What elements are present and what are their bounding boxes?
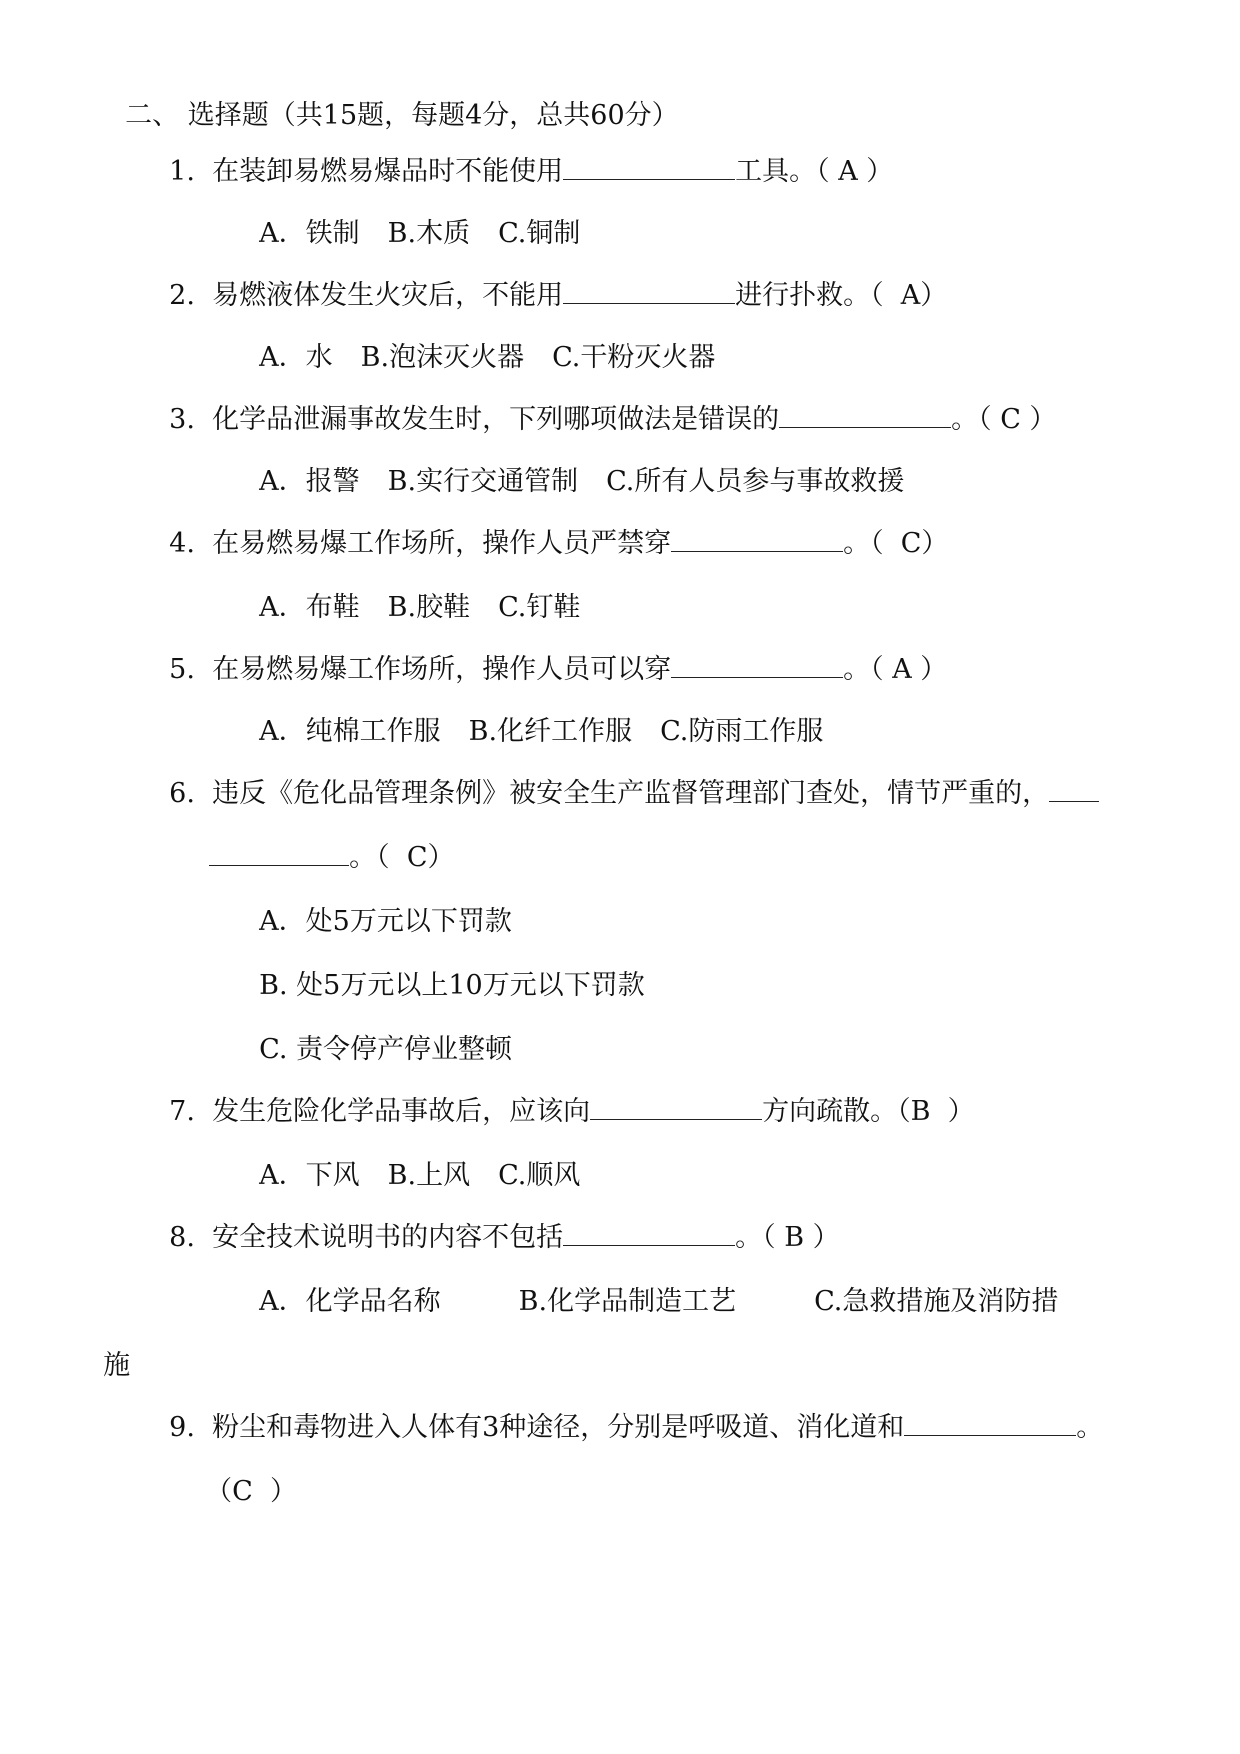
option-6-b-line [242, 932, 645, 1004]
option-a: A．下风 [259, 1160, 360, 1191]
option-a: A．水 [259, 342, 333, 373]
option-c: C. 责令停产停业整顿 [259, 1034, 513, 1065]
question-number: 3. [169, 404, 195, 435]
option-b: B.上风 [387, 1160, 471, 1191]
option-c: C.钉鞋 [498, 592, 581, 623]
question-text: 违反《危化品管理条例》被安全生产监督管理部门查处，情节严重的， [212, 778, 1050, 809]
answer-blank-end [209, 841, 349, 866]
answer-9-line [188, 1438, 297, 1510]
question-number: 7. [169, 1096, 195, 1127]
question-text: 在易燃易爆工作场所，操作人员可以穿 [212, 654, 672, 685]
question-text: 发生危险化学品事故后，应该向 [212, 1096, 591, 1127]
question-6 [152, 740, 1099, 812]
question-8 [152, 1184, 840, 1256]
answer-blank [779, 403, 951, 428]
question-9 [152, 1374, 1103, 1446]
question-text-after: 进行扑救。（ A） [735, 280, 948, 311]
option-b: B. 处5万元以上10万元以下罚款 [259, 970, 645, 1001]
options-8-wrap [86, 1312, 130, 1384]
answer-blank [904, 1411, 1076, 1436]
option-a: A．纯棉工作服 [259, 716, 441, 747]
question-number: 6. [169, 778, 195, 809]
option-b: B.胶鞋 [387, 592, 471, 623]
section-number: 二、 [125, 100, 180, 131]
question-number: 5. [169, 654, 195, 685]
question-7 [152, 1058, 975, 1130]
question-text: 安全技术说明书的内容不包括 [212, 1222, 564, 1253]
answer-blank [671, 653, 843, 678]
question-text-after: 。（ B ） [735, 1222, 840, 1253]
option-b: B.泡沫灭火器 [360, 342, 525, 373]
option-b: B.实行交通管制 [387, 466, 579, 497]
answer-blank [590, 1095, 762, 1120]
question-number: 1. [169, 156, 195, 187]
question-text: 在装卸易燃易爆品时不能使用 [212, 156, 564, 187]
option-b: B.化纤工作服 [468, 716, 633, 747]
question-text: 化学品泄漏事故发生时，下列哪项做法是错误的 [212, 404, 780, 435]
options-8 [242, 1248, 1058, 1320]
question-number: 4. [169, 528, 195, 559]
option-b: B.化学品制造工艺 [518, 1286, 737, 1317]
question-number: 8. [169, 1222, 195, 1253]
question-text-after: 。（ C） [843, 528, 949, 559]
question-number: 2. [169, 280, 195, 311]
answer-blank-start [1049, 777, 1099, 802]
answer-key: （C ） [205, 1476, 297, 1507]
answer-blank [563, 155, 735, 180]
option-c: C.干粉灭火器 [552, 342, 716, 373]
section-title: 选择题（共15题，每题4分，总共60分） [187, 100, 679, 131]
option-b: B.木质 [387, 218, 471, 249]
option-c: C.防雨工作服 [660, 716, 824, 747]
answer-blank [563, 279, 735, 304]
question-text-after: 方向疏散。（B ） [762, 1096, 975, 1127]
question-6-continued [192, 804, 455, 876]
option-a: A．处5万元以下罚款 [259, 906, 512, 937]
option-a: A．报警 [259, 466, 360, 497]
answer-blank [563, 1221, 735, 1246]
question-4 [152, 490, 948, 562]
question-text-after: 。（ C） [349, 842, 455, 873]
option-c: C.铜制 [498, 218, 581, 249]
option-a: A．布鞋 [259, 592, 360, 623]
question-text-after: 工具。（ A ） [735, 156, 894, 187]
option-a: A．铁制 [259, 218, 360, 249]
question-number: 9. [169, 1412, 195, 1443]
question-text: 在易燃易爆工作场所，操作人员严禁穿 [212, 528, 672, 559]
question-text-after: 。 [1076, 1412, 1104, 1443]
option-c: C.所有人员参与事故救援 [606, 466, 905, 497]
question-text: 易燃液体发生火灾后，不能用 [212, 280, 564, 311]
option-c: C.急救措施及消防措 [814, 1286, 1059, 1317]
option-c: C.顺风 [498, 1160, 581, 1191]
question-text-after: 。（ C ） [951, 404, 1057, 435]
question-text: 粉尘和毒物进入人体有3种途径，分别是呼吸道、消化道和 [212, 1412, 905, 1443]
option-a: A．化学品名称 [259, 1286, 441, 1317]
answer-blank [671, 527, 843, 552]
question-text-after: 。（ A ） [843, 654, 948, 685]
option-c-wrap: 施 [103, 1350, 131, 1381]
option-6-a-line [242, 868, 512, 940]
